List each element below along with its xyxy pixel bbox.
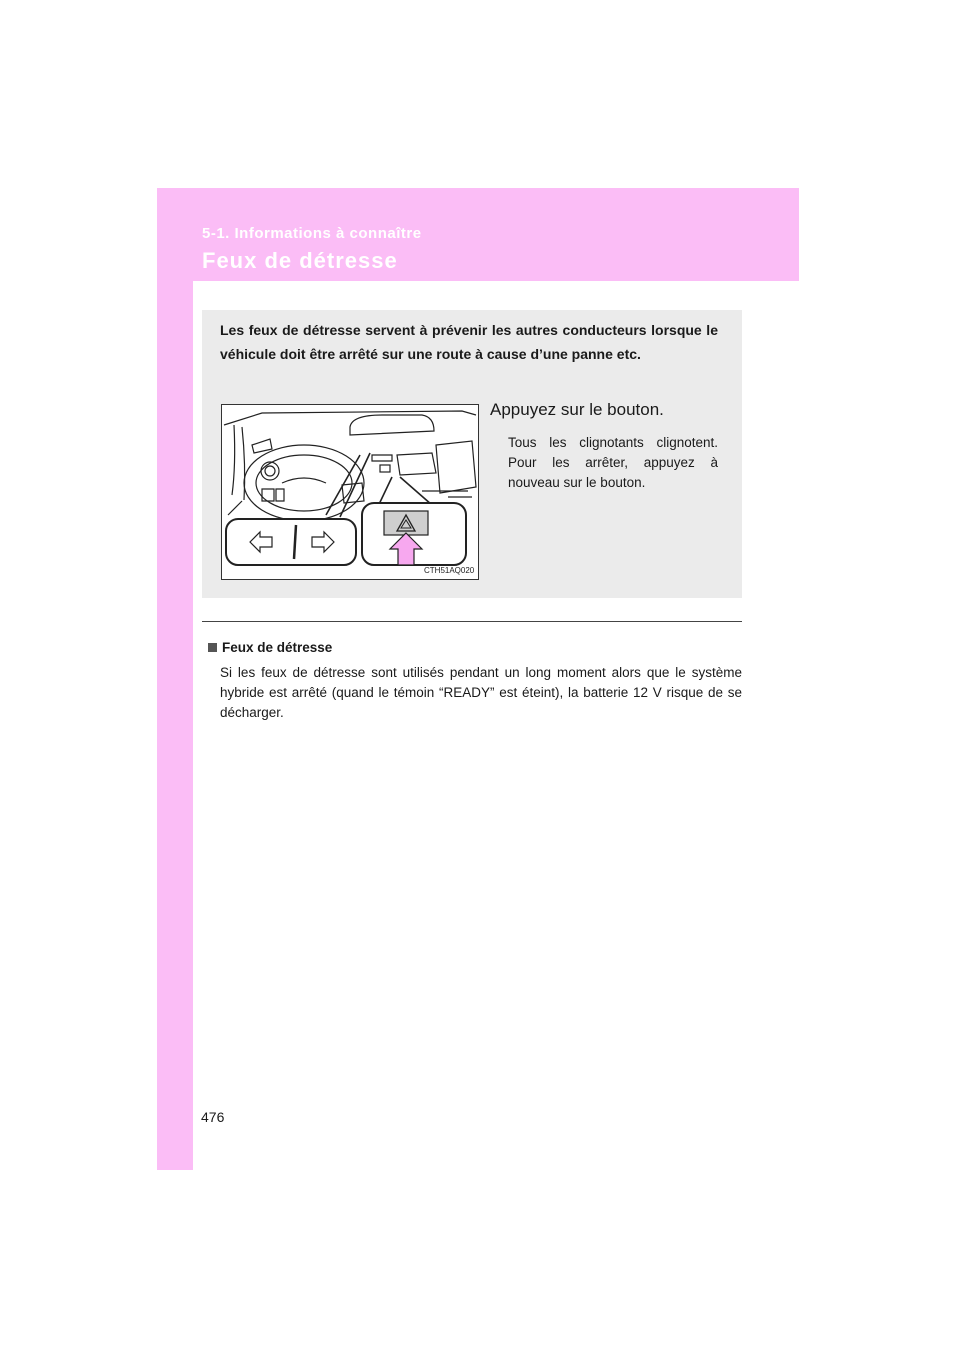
page-number: 476 bbox=[201, 1109, 225, 1125]
hazard-button-illustration bbox=[221, 404, 479, 580]
note-heading bbox=[208, 640, 332, 655]
note-body: Si les feux de détresse sont utilisés pendant un long moment alors que le système hybride est arrêté (quand le témoin “READY” est éteint), la batterie 12 V risque de se décharger. bbox=[220, 665, 742, 720]
square-bullet-icon bbox=[208, 643, 217, 652]
instruction-text: Appuyez sur le bouton. bbox=[490, 400, 664, 419]
section-divider bbox=[202, 621, 742, 622]
figure-code: CTH51AQ020 bbox=[424, 566, 475, 575]
dashboard-drawing bbox=[222, 405, 478, 579]
side-tab-strip bbox=[157, 188, 193, 1170]
intro-text: Les feux de détresse servent à prévenir les autres conducteurs lorsque le véhicule doit être arrêté sur une route à cause d’une panne etc. bbox=[220, 322, 718, 362]
section-label: 5-1. Informations à connaître bbox=[202, 225, 422, 242]
page-title: Feux de détresse bbox=[202, 248, 398, 273]
instruction-detail: Tous les clignotants clignotent. Pour les arrêter, appuyez à nouveau sur le bouton. bbox=[508, 435, 718, 490]
note-title-text: Feux de détresse bbox=[222, 640, 333, 655]
